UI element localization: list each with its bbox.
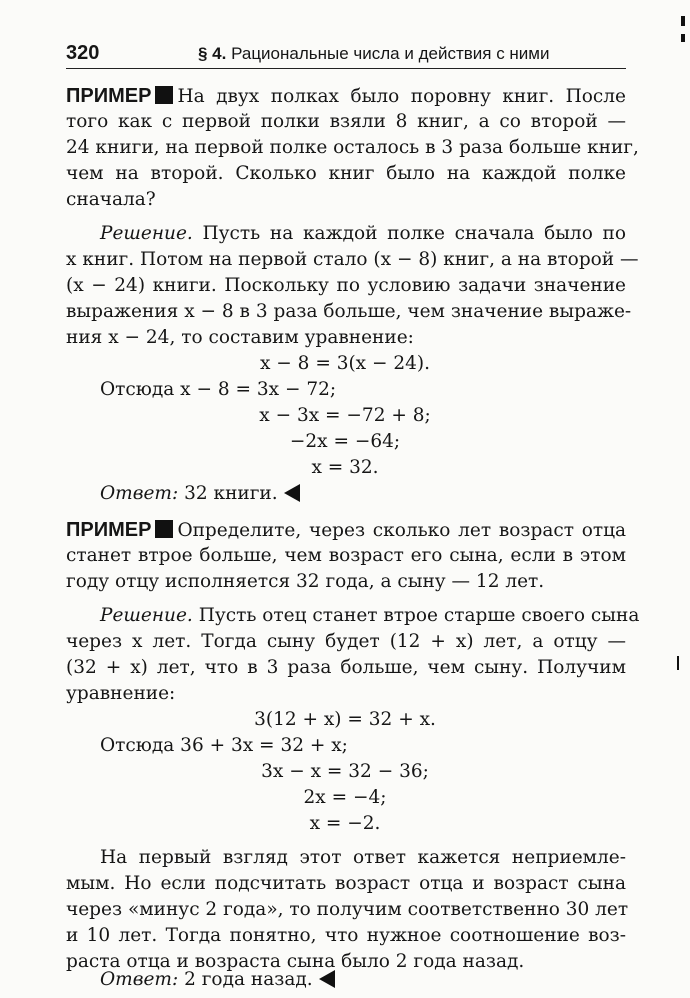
header-rule: [66, 68, 626, 69]
example2-line-1: ПРИМЕР Определите, через сколько лет возраст отца: [66, 519, 626, 541]
solution2-line-1: Решение. Пусть отец станет втрое старше своего сына: [100, 605, 640, 626]
step2-1: 3x − x = 32 − 36;: [261, 761, 429, 782]
example-tag: ПРИМЕР: [66, 519, 152, 541]
answer-label: Ответ:: [100, 969, 179, 990]
example2-line-2: станет втрое больше, чем возраст его сына, если в этом: [66, 545, 626, 566]
solution-label: Решение.: [100, 605, 193, 626]
page-header: [66, 40, 626, 66]
solution1-line-3: (x − 24) книги. Поскольку по условию задачи значение: [66, 275, 626, 296]
solution2-line-3: (32 + x) лет, что в 3 раза больше, чем сыну. Получим: [66, 657, 626, 678]
step1-1: x − 3x = −72 + 8;: [259, 405, 431, 426]
step2-2: 2x = −4;: [303, 787, 387, 808]
solution1-line-5: ния x − 24, то составим уравнение:: [66, 327, 414, 348]
discussion-line-5: раста отца и возраста сына было 2 года назад.: [66, 951, 525, 972]
example1-line-3: 24 книги, на первой полке осталось в 3 раза больше книг,: [66, 137, 639, 158]
solution1-line-4: выражения x − 8 в 3 раза больше, чем значение выраже-: [66, 301, 632, 322]
answer-text: 32 книги.: [184, 483, 278, 504]
step1-3: x = 32.: [311, 457, 379, 478]
answer1: [100, 482, 300, 506]
example-marker-icon: [155, 520, 173, 538]
section-heading: [198, 44, 550, 64]
discussion-line-2: мым. Но если подсчитать возраст отца и возраст сына: [66, 873, 626, 894]
solution1-line-1: Решение. Пусть на каждой полке сначала было по: [100, 223, 627, 244]
solution2-line-4: уравнение:: [66, 683, 176, 704]
solution2-line-2: через x лет. Тогда сыну будет (12 + x) лет, а отцу —: [66, 631, 626, 652]
answer-text: 2 года назад.: [184, 969, 313, 990]
hence1: Отсюда x − 8 = 3x − 72;: [100, 379, 337, 400]
end-marker-icon: [284, 484, 300, 502]
example1-line-5: сначала?: [66, 189, 156, 210]
step1-2: −2x = −64;: [289, 431, 401, 452]
example1-line-1: ПРИМЕР На двух полках было поровну книг. После: [66, 85, 626, 107]
scan-mark: [681, 16, 685, 26]
discussion-line-1: На первый взгляд этот ответ кажется неприемле-: [100, 847, 626, 868]
step2-3: x = −2.: [309, 813, 381, 834]
solution-label: Решение.: [100, 223, 193, 244]
solution1-line-2: x книг. Потом на первой стало (x − 8) книг, а на второй —: [66, 249, 639, 270]
example1-line-2: того как с первой полки взяли 8 книг, а со второй —: [66, 111, 626, 132]
discussion-line-4: и 10 лет. Тогда понятно, что нужное соотношение воз-: [66, 925, 626, 946]
page-number: 320: [66, 42, 100, 64]
hence2: Отсюда 36 + 3x = 32 + x;: [100, 735, 348, 756]
section-number: § 4.: [198, 44, 227, 63]
equation2: 3(12 + x) = 32 + x.: [254, 709, 436, 730]
example-tag: ПРИМЕР: [66, 85, 152, 107]
scan-mark: [677, 656, 679, 670]
answer-label: Ответ:: [100, 483, 179, 504]
section-title: Рациональные числа и действия с ними: [231, 44, 550, 63]
example2-line-3: году отцу исполняется 32 года, а сыну — 12 лет.: [66, 571, 545, 592]
equation1: x − 8 = 3(x − 24).: [259, 353, 431, 374]
answer2: [100, 968, 335, 992]
scan-mark: [681, 34, 685, 42]
example-marker-icon: [155, 86, 173, 104]
discussion-line-3: через «минус 2 года», то получим соответственно 30 лет: [66, 899, 629, 920]
example1-line-4: чем на второй. Сколько книг было на каждой полке: [66, 163, 626, 184]
end-marker-icon: [319, 970, 335, 988]
